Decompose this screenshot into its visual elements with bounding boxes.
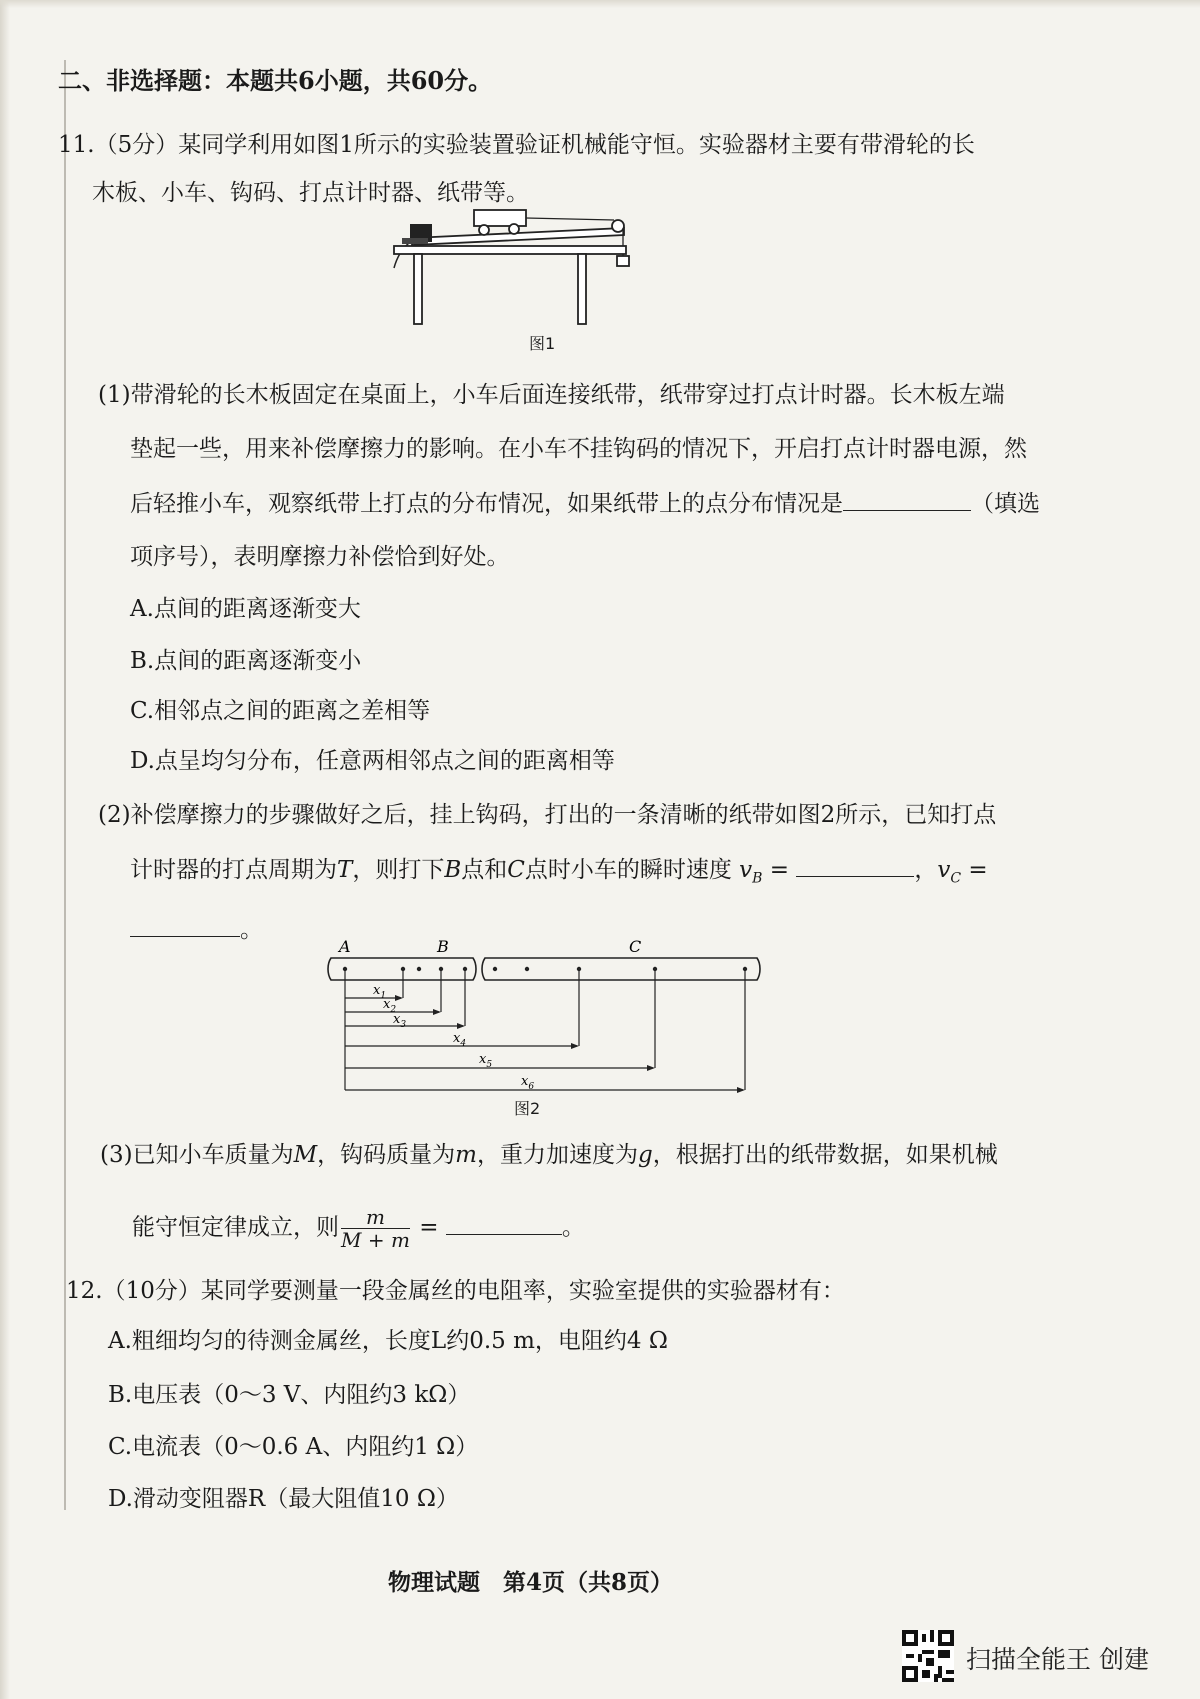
q11-number: 11. xyxy=(58,132,95,158)
q11-part1-line3-tail: （填选 xyxy=(971,491,1040,517)
q11-points: （5分） xyxy=(94,132,179,158)
var-g: g xyxy=(637,1142,653,1168)
vC-equals: = xyxy=(968,857,988,883)
pulley xyxy=(612,220,624,232)
q12-stem-text: 某同学要测量一段金属丝的电阻率，实验室提供的实验器材有： xyxy=(200,1278,845,1304)
label-C: C xyxy=(629,937,642,956)
q11-part2-text-a: 计时器的打点周期为 xyxy=(130,857,337,883)
q11-part1-answer-blank[interactable] xyxy=(843,488,971,511)
q11-part1-line4: 项序号），表明摩擦力补偿恰到好处。 xyxy=(130,544,510,570)
label-x6: $x_6$ xyxy=(521,1074,535,1092)
label-A: A xyxy=(339,937,351,956)
q12-number: 12. xyxy=(66,1278,103,1304)
q11-part3-line2 xyxy=(132,1206,585,1256)
vC-answer-blank[interactable] xyxy=(130,914,240,937)
vB-equals: = xyxy=(769,857,790,883)
dot-7 xyxy=(525,967,529,971)
q11-part2-line2 xyxy=(130,854,988,894)
q11-part3-text-e: 能守恒定律成立，则 xyxy=(132,1214,339,1241)
var-C: C xyxy=(507,857,525,883)
fraction-denominator: M + m xyxy=(341,1228,410,1252)
q11-part1-line2: 垫起一些，用来补偿摩擦力的影响。在小车不挂钩码的情况下，开启打点计时器电源，然 xyxy=(130,436,1027,462)
q11-part2-period: 。 xyxy=(240,917,263,943)
q11-part3-text-d: ，根据打出的纸带数据，如果机械 xyxy=(652,1142,998,1168)
q11-part2-line1: (2)补偿摩擦力的步骤做好之后，挂上钩码，打出的一条清晰的纸带如图2所示，已知打点 xyxy=(98,802,997,828)
var-T: T xyxy=(337,857,353,883)
q11-part1-line1: (1)带滑轮的长木板固定在桌面上，小车后面连接纸带，纸带穿过打点计时器。长木板左端 xyxy=(98,382,1005,408)
q11-option-c: C.相邻点之间的距离之差相等 xyxy=(130,698,431,724)
label-x3: $x_3$ xyxy=(393,1012,407,1030)
table-leg-left xyxy=(414,254,422,324)
qr-code-icon xyxy=(902,1630,954,1682)
figure-2-caption: 图2 xyxy=(514,1099,541,1118)
q11-stem-line2: 木板、小车、钩码、打点计时器、纸带等。 xyxy=(92,180,529,206)
q11-part3-period: 。 xyxy=(561,1214,585,1241)
vB-comma: ， xyxy=(914,857,938,883)
figure-2-paper-tape xyxy=(325,937,765,1100)
section-heading: 二、非选择题：本题共6小题，共60分。 xyxy=(58,66,493,95)
var-m: m xyxy=(455,1142,477,1168)
tape-segment-right xyxy=(482,958,760,980)
q11-option-a: A.点间的距离逐渐变大 xyxy=(130,596,361,622)
q12-item-a: A.粗细均匀的待测金属丝，长度L约0.5 m，电阻约4 Ω xyxy=(108,1328,668,1354)
q12-item-b: B.电压表（0～3 V、内阻约3 kΩ） xyxy=(108,1382,471,1408)
q12-item-c: C.电流表（0～0.6 A、内阻约1 Ω） xyxy=(108,1434,479,1460)
page-footer: 物理试题 第4页（共8页） xyxy=(388,1569,674,1596)
cart-wheel-left xyxy=(479,225,489,235)
scan-edge-top xyxy=(0,0,1200,8)
timer-base xyxy=(402,238,428,244)
mass-ratio-fraction xyxy=(341,1206,410,1251)
var-B: B xyxy=(444,857,462,883)
label-x4: $x_4$ xyxy=(453,1031,467,1049)
figure-1-apparatus xyxy=(392,218,682,328)
q11-part3-text-b: ，钩码质量为 xyxy=(317,1142,456,1168)
string xyxy=(526,218,614,220)
q11-part2-line3 xyxy=(130,914,263,945)
q12-points: （10分） xyxy=(102,1278,201,1304)
part3-equals: = xyxy=(419,1214,439,1241)
label-x1: $x_1$ xyxy=(373,983,387,1001)
q11-part1-line3 xyxy=(130,488,1040,519)
q11-stem-line1 xyxy=(58,130,975,160)
q11-stem-text: 某同学利用如图1所示的实验装置验证机械能守恒。实验器材主要有带滑轮的长 xyxy=(178,132,975,158)
dot-6 xyxy=(493,967,497,971)
q12-item-d: D.滑动变阻器R（最大阻值10 Ω） xyxy=(108,1486,459,1512)
label-B: B xyxy=(437,937,449,956)
vB-subscript: B xyxy=(752,870,763,887)
figure-1-caption: 图1 xyxy=(529,334,556,353)
label-x5: $x_5$ xyxy=(479,1052,493,1070)
mass-ratio-answer-blank[interactable] xyxy=(446,1212,562,1235)
vC-symbol: v xyxy=(937,857,951,883)
q11-part2-text-b: ，则打下 xyxy=(352,857,445,883)
q12-stem xyxy=(66,1276,845,1306)
q11-part3-text-c: ，重力加速度为 xyxy=(476,1142,638,1168)
hook-weight xyxy=(617,256,629,266)
q11-part3-line1 xyxy=(100,1140,998,1170)
vB-symbol: v xyxy=(739,857,753,883)
q11-option-b: B.点间的距离逐渐变小 xyxy=(130,648,362,674)
table-leg-right xyxy=(578,254,586,324)
q11-part2-text-c: 点和 xyxy=(461,857,508,883)
vB-answer-blank[interactable] xyxy=(796,854,914,877)
q11-part2-text-d: 点时小车的瞬时速度 xyxy=(524,857,732,883)
var-M: M xyxy=(293,1142,318,1168)
fraction-numerator: m xyxy=(341,1206,410,1229)
vC-subscript: C xyxy=(950,870,962,887)
q11-option-d: D.点呈均匀分布，任意两相邻点之间的距离相等 xyxy=(130,748,615,774)
q11-part3-text-a: (3)已知小车质量为 xyxy=(100,1142,294,1168)
label-x2: $x_2$ xyxy=(383,997,397,1015)
cart-body xyxy=(474,210,526,226)
scanner-watermark: 扫描全能王 创建 xyxy=(966,1645,1149,1674)
q11-part1-line3-text: 后轻推小车，观察纸带上打点的分布情况，如果纸带上的点分布情况是 xyxy=(130,491,843,517)
scan-edge-left xyxy=(0,0,10,1699)
cart-wheel-right xyxy=(509,224,519,234)
table-top xyxy=(394,246,626,254)
dot-3 xyxy=(417,967,421,971)
